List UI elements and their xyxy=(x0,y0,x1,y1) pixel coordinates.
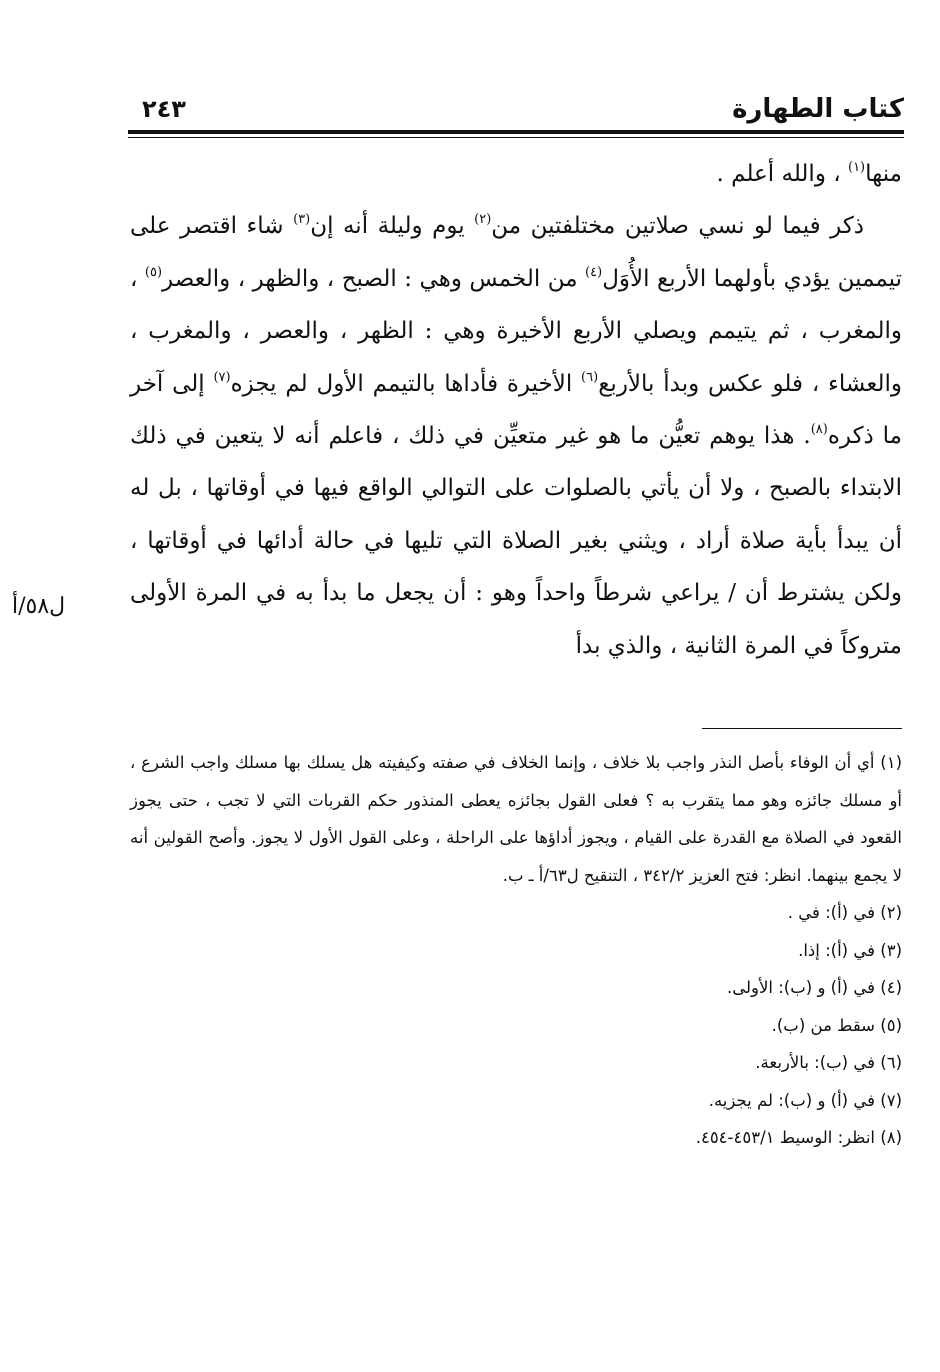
footnote-ref-8[interactable]: (٨) xyxy=(810,422,828,438)
footnote-ref-6[interactable]: (٦) xyxy=(581,369,599,385)
footnote-item: (٧) في (أ) و (ب): لم يجزيه. xyxy=(708,1090,902,1110)
footnote-ref-2[interactable]: (٢) xyxy=(474,212,492,228)
text-run: من الخمس وهي : الصبح ، والظهر ، والعصر xyxy=(162,265,586,292)
footnote-item: (٢) في (أ): في . xyxy=(787,903,902,922)
footnote-item: (٨) انظر: الوسيط ٤٥٣/١-٤٥٤. xyxy=(695,1128,902,1147)
footnote-ref-7[interactable]: (٧) xyxy=(213,369,231,385)
footnote-item: (٣) في (أ): إذا. xyxy=(798,940,902,960)
manuscript-folio-note: ل٥٨/أ xyxy=(12,594,66,619)
footnote-item: (٤) في (أ) و (ب): الأولى. xyxy=(727,978,902,997)
page-header xyxy=(128,92,904,128)
header-rule xyxy=(128,130,904,134)
footnote-ref-5[interactable]: (٥) xyxy=(144,264,163,280)
text-run: إلى آخر ما ذكره xyxy=(130,370,902,450)
text-run: الأخيرة فأداها بالتيمم الأول لم يجزه xyxy=(230,370,582,397)
footnote-ref-3[interactable]: (٣) xyxy=(293,212,311,228)
page-number: ٢٤٣ xyxy=(142,95,186,123)
paragraph-1 xyxy=(130,148,902,200)
footnote-ref-1[interactable]: (١) xyxy=(847,160,866,175)
text-run: يوم وليلة أنه إن xyxy=(310,213,475,240)
main-text xyxy=(130,148,902,672)
text-run: ذكر فيما لو نسي صلاتين مختلفتين من xyxy=(491,213,865,240)
header-rule-thin xyxy=(128,137,904,138)
footnote-separator xyxy=(702,728,902,729)
text-run: منها xyxy=(865,161,902,187)
footnote-item: (٥) سقط من (ب). xyxy=(771,1015,902,1035)
footnote-ref-4[interactable]: (٤) xyxy=(585,264,603,280)
text-run: شاء اقتصر على تيممين يؤدي بأولهما الأربع الأُوَل xyxy=(130,213,903,292)
paragraph-2 xyxy=(130,200,902,672)
text-run: ، والمغرب ، ثم يتيمم ويصلي الأربع الأخيرة وهي : الظهر ، والعصر ، والمغرب ، والعشاء ، فلو عكس وبدأ بالأربع xyxy=(130,265,902,397)
footnote-item: (١) أي أن الوفاء بأصل النذر واجب بلا خلاف ، وإنما الخلاف في صفته وكيفيته هل يسلك بها مسلك واجب الشرع ، أو مسلك جائزه وهو مما يتقرب به ؟ فعلى القول بجائزه يعطى المنذور حكم القربات التي لا تجب ، حتى يجوز القعود في الصلاة مع القدرة على القيام ، ويجوز أداؤها على الراحلة ، وعلى القول الأول لا يجوز. وأصح القولين أنه لا يجمع بينهما. انظر: فتح العزيز ٣٤٢/٢ ، التنقيح ل٦٣/أ ـ ب. xyxy=(130,753,902,885)
running-head: كتاب الطهارة xyxy=(732,94,904,124)
text-run: ، والله أعلم . xyxy=(716,161,848,187)
text-run: . هذا يوهم تعيُّن ما هو غير متعيِّن في ذلك ، فاعلم أنه لا يتعين في ذلك الابتداء بالصبح ، ولا أن يأتي بالصلوات على التوالي الواقع فيها في أوقاتها ، بل له أن يبدأ بأية صلاة أراد ، ويثني بغير الصلاة التي تليها في حالة أدائها في أوقاتها ، ولكن يشترط أن / يراعي شرطاً واحداً وهو : أن يجعل ما بدأ به في المرة الأولى متروكاً في المرة الثانية ، والذي بدأ xyxy=(130,423,902,659)
footnote-item: (٦) في (ب): بالأربعة. xyxy=(755,1053,902,1072)
footnotes xyxy=(130,744,902,1157)
